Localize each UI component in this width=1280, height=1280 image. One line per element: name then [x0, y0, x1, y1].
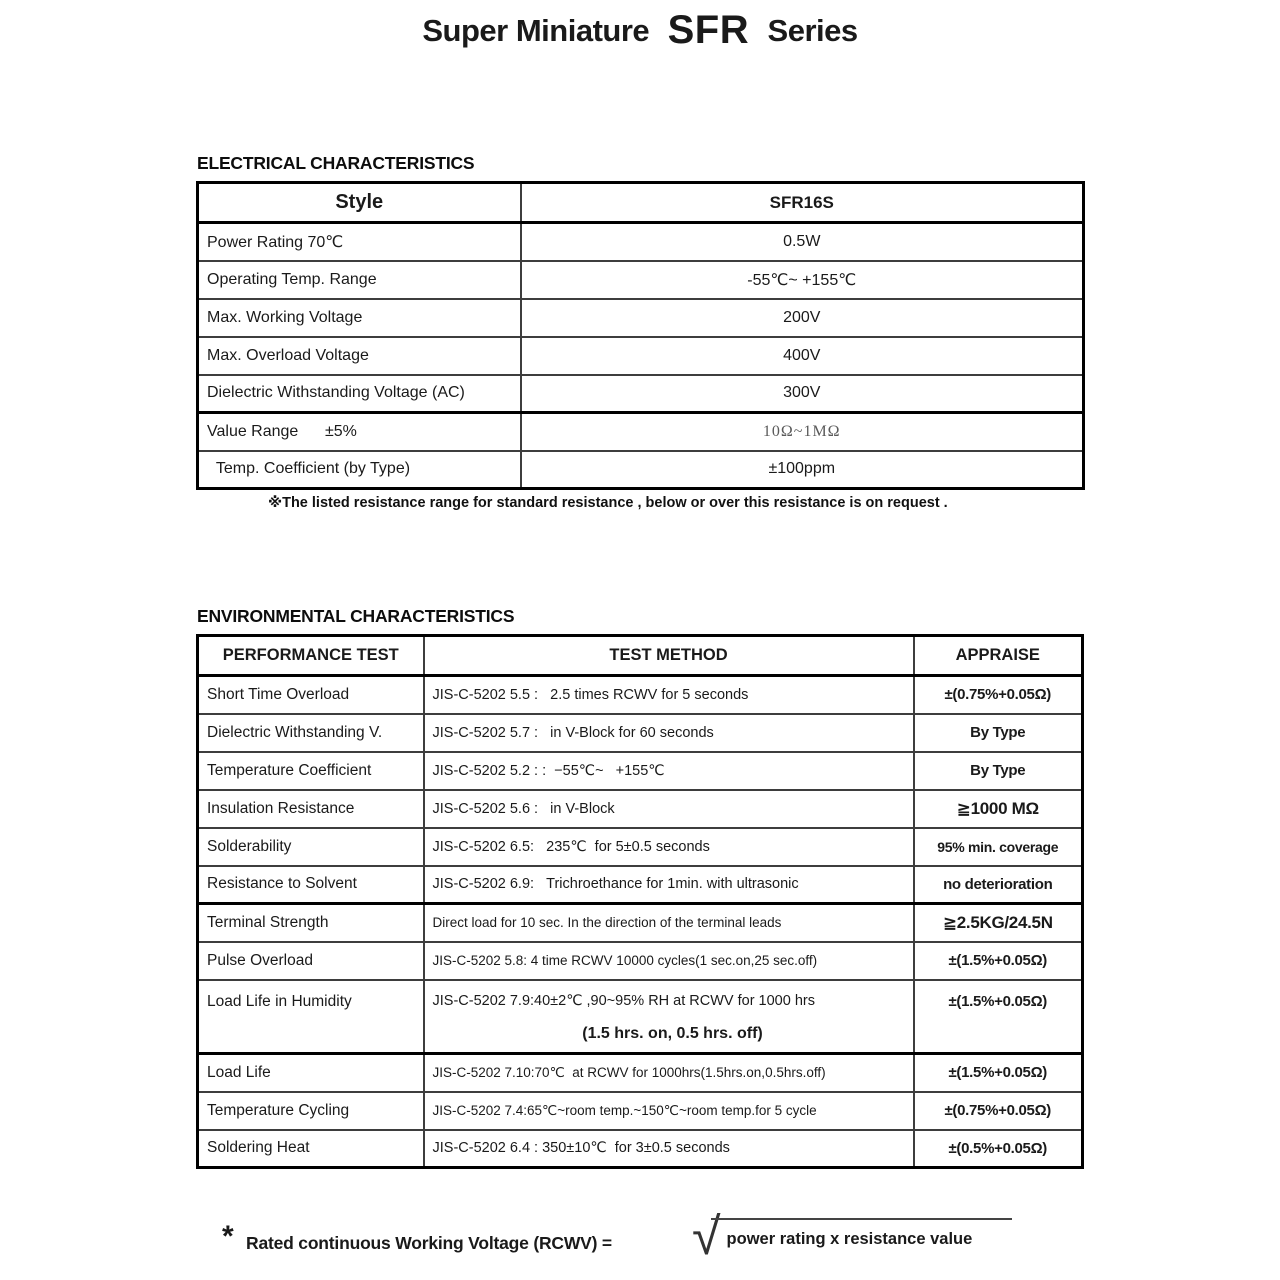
row-label: Max. Working Voltage: [198, 299, 521, 337]
table-row: [198, 299, 1084, 337]
table-row: [198, 676, 1083, 714]
row-value: -55℃~ +155℃: [521, 261, 1084, 299]
table-row: [198, 1130, 1083, 1168]
row-label: Power Rating 70℃: [198, 223, 521, 261]
cell-test: Load Life in Humidity: [198, 980, 424, 1054]
table-row: [198, 828, 1083, 866]
table-header-row: [198, 183, 1084, 223]
environmental-heading: ENVIRONMENTAL CHARACTERISTICS: [197, 606, 515, 626]
table-row: [198, 790, 1083, 828]
cell-test: Short Time Overload: [198, 676, 424, 714]
row-value: 10Ω~1MΩ: [521, 413, 1084, 451]
footnote-asterisk: *: [222, 1220, 234, 1253]
title-prefix: Super Miniature: [422, 13, 650, 48]
row-value: 400V: [521, 337, 1084, 375]
cell-appraise: By Type: [914, 714, 1083, 752]
table-row: [198, 942, 1083, 980]
table-row: [198, 1092, 1083, 1130]
cell-appraise: ±(1.5%+0.05Ω): [914, 942, 1083, 980]
cell-method: JIS-C-5202 5.6 : in V-Block: [424, 790, 914, 828]
row-label: Value Range ±5%: [198, 413, 521, 451]
cell-test: Temperature Cycling: [198, 1092, 424, 1130]
cell-method: JIS-C-5202 7.4:65℃~room temp.~150℃~room temp.for 5 cycle: [424, 1092, 914, 1130]
cell-method: JIS-C-5202 5.2 : : −55℃~ +155℃: [424, 752, 914, 790]
cell-test: Resistance to Solvent: [198, 866, 424, 904]
cell-appraise: By Type: [914, 752, 1083, 790]
radical-sign: √: [692, 1208, 721, 1266]
title-suffix: Series: [767, 13, 858, 48]
col-header-performance-test: PERFORMANCE TEST: [198, 636, 424, 676]
cell-method: JIS-C-5202 6.4 : 350±10℃ for 3±0.5 seconds: [424, 1130, 914, 1168]
col-header-style: Style: [198, 183, 521, 223]
table-row: [198, 375, 1084, 413]
table-row: [198, 337, 1084, 375]
cell-test: Dielectric Withstanding V.: [198, 714, 424, 752]
table-row: [198, 451, 1084, 489]
table-row: [198, 980, 1083, 1054]
row-value: 0.5W: [521, 223, 1084, 261]
row-value: ±100ppm: [521, 451, 1084, 489]
cell-appraise: ≧2.5KG/24.5N: [914, 904, 1083, 942]
table-row: [198, 413, 1084, 451]
table-row: [198, 904, 1083, 942]
page-title: [0, 8, 1280, 53]
environmental-table: [196, 634, 1084, 1169]
cell-test: Load Life: [198, 1054, 424, 1092]
cell-appraise: ±(0.5%+0.05Ω): [914, 1130, 1083, 1168]
table-row: [198, 752, 1083, 790]
cell-appraise: ±(0.75%+0.05Ω): [914, 1092, 1083, 1130]
title-series-name: SFR: [667, 8, 750, 52]
cell-method: [424, 980, 914, 1054]
table-row: [198, 714, 1083, 752]
rcwv-formula-label: Rated continuous Working Voltage (RCWV) =: [246, 1233, 612, 1253]
row-value: 200V: [521, 299, 1084, 337]
row-label: Operating Temp. Range: [198, 261, 521, 299]
table-header-row: [198, 636, 1083, 676]
table-row: [198, 261, 1084, 299]
cell-appraise: no deterioration: [914, 866, 1083, 904]
row-value: 300V: [521, 375, 1084, 413]
row-label: Max. Overload Voltage: [198, 337, 521, 375]
row-label: Dielectric Withstanding Voltage (AC): [198, 375, 521, 413]
cell-method: JIS-C-5202 5.7 : in V-Block for 60 seconds: [424, 714, 914, 752]
method-line-2: (1.5 hrs. on, 0.5 hrs. off): [582, 1024, 763, 1042]
row-label: Temp. Coefficient (by Type): [198, 451, 521, 489]
radical-content: power rating x resistance value: [711, 1218, 1013, 1249]
cell-appraise: ≧1000 MΩ: [914, 790, 1083, 828]
cell-test: Solderability: [198, 828, 424, 866]
table-row: [198, 223, 1084, 261]
cell-test: Temperature Coefficient: [198, 752, 424, 790]
cell-appraise: ±(0.75%+0.05Ω): [914, 676, 1083, 714]
col-header-model: SFR16S: [521, 183, 1084, 223]
cell-test: Insulation Resistance: [198, 790, 424, 828]
cell-appraise: ±(1.5%+0.05Ω): [914, 980, 1083, 1054]
col-header-test-method: TEST METHOD: [424, 636, 914, 676]
electrical-table: [196, 181, 1085, 490]
cell-method: JIS-C-5202 5.8: 4 time RCWV 10000 cycles(1 sec.on,25 sec.off): [424, 942, 914, 980]
cell-method: Direct load for 10 sec. In the direction of the terminal leads: [424, 904, 914, 942]
cell-test: Soldering Heat: [198, 1130, 424, 1168]
table-row: [198, 1054, 1083, 1092]
cell-appraise: 95% min. coverage: [914, 828, 1083, 866]
method-line-1: JIS-C-5202 7.9:40±2℃ ,90~95% RH at RCWV for 1000 hrs: [432, 992, 815, 1009]
table-row: [198, 866, 1083, 904]
cell-appraise: ±(1.5%+0.05Ω): [914, 1054, 1083, 1092]
cell-test: Pulse Overload: [198, 942, 424, 980]
cell-method: JIS-C-5202 6.5: 235℃ for 5±0.5 seconds: [424, 828, 914, 866]
cell-method: JIS-C-5202 7.10:70℃ at RCWV for 1000hrs(1.5hrs.on,0.5hrs.off): [424, 1054, 914, 1092]
cell-method: JIS-C-5202 6.9: Trichroethance for 1min. with ultrasonic: [424, 866, 914, 904]
cell-method: JIS-C-5202 5.5 : 2.5 times RCWV for 5 seconds: [424, 676, 914, 714]
resistance-range-note: ※The listed resistance range for standard resistance , below or over this resistance is on request .: [268, 495, 948, 511]
square-root-expression: [692, 1208, 1012, 1266]
electrical-heading: ELECTRICAL CHARACTERISTICS: [197, 153, 475, 173]
cell-test: Terminal Strength: [198, 904, 424, 942]
col-header-appraise: APPRAISE: [914, 636, 1083, 676]
